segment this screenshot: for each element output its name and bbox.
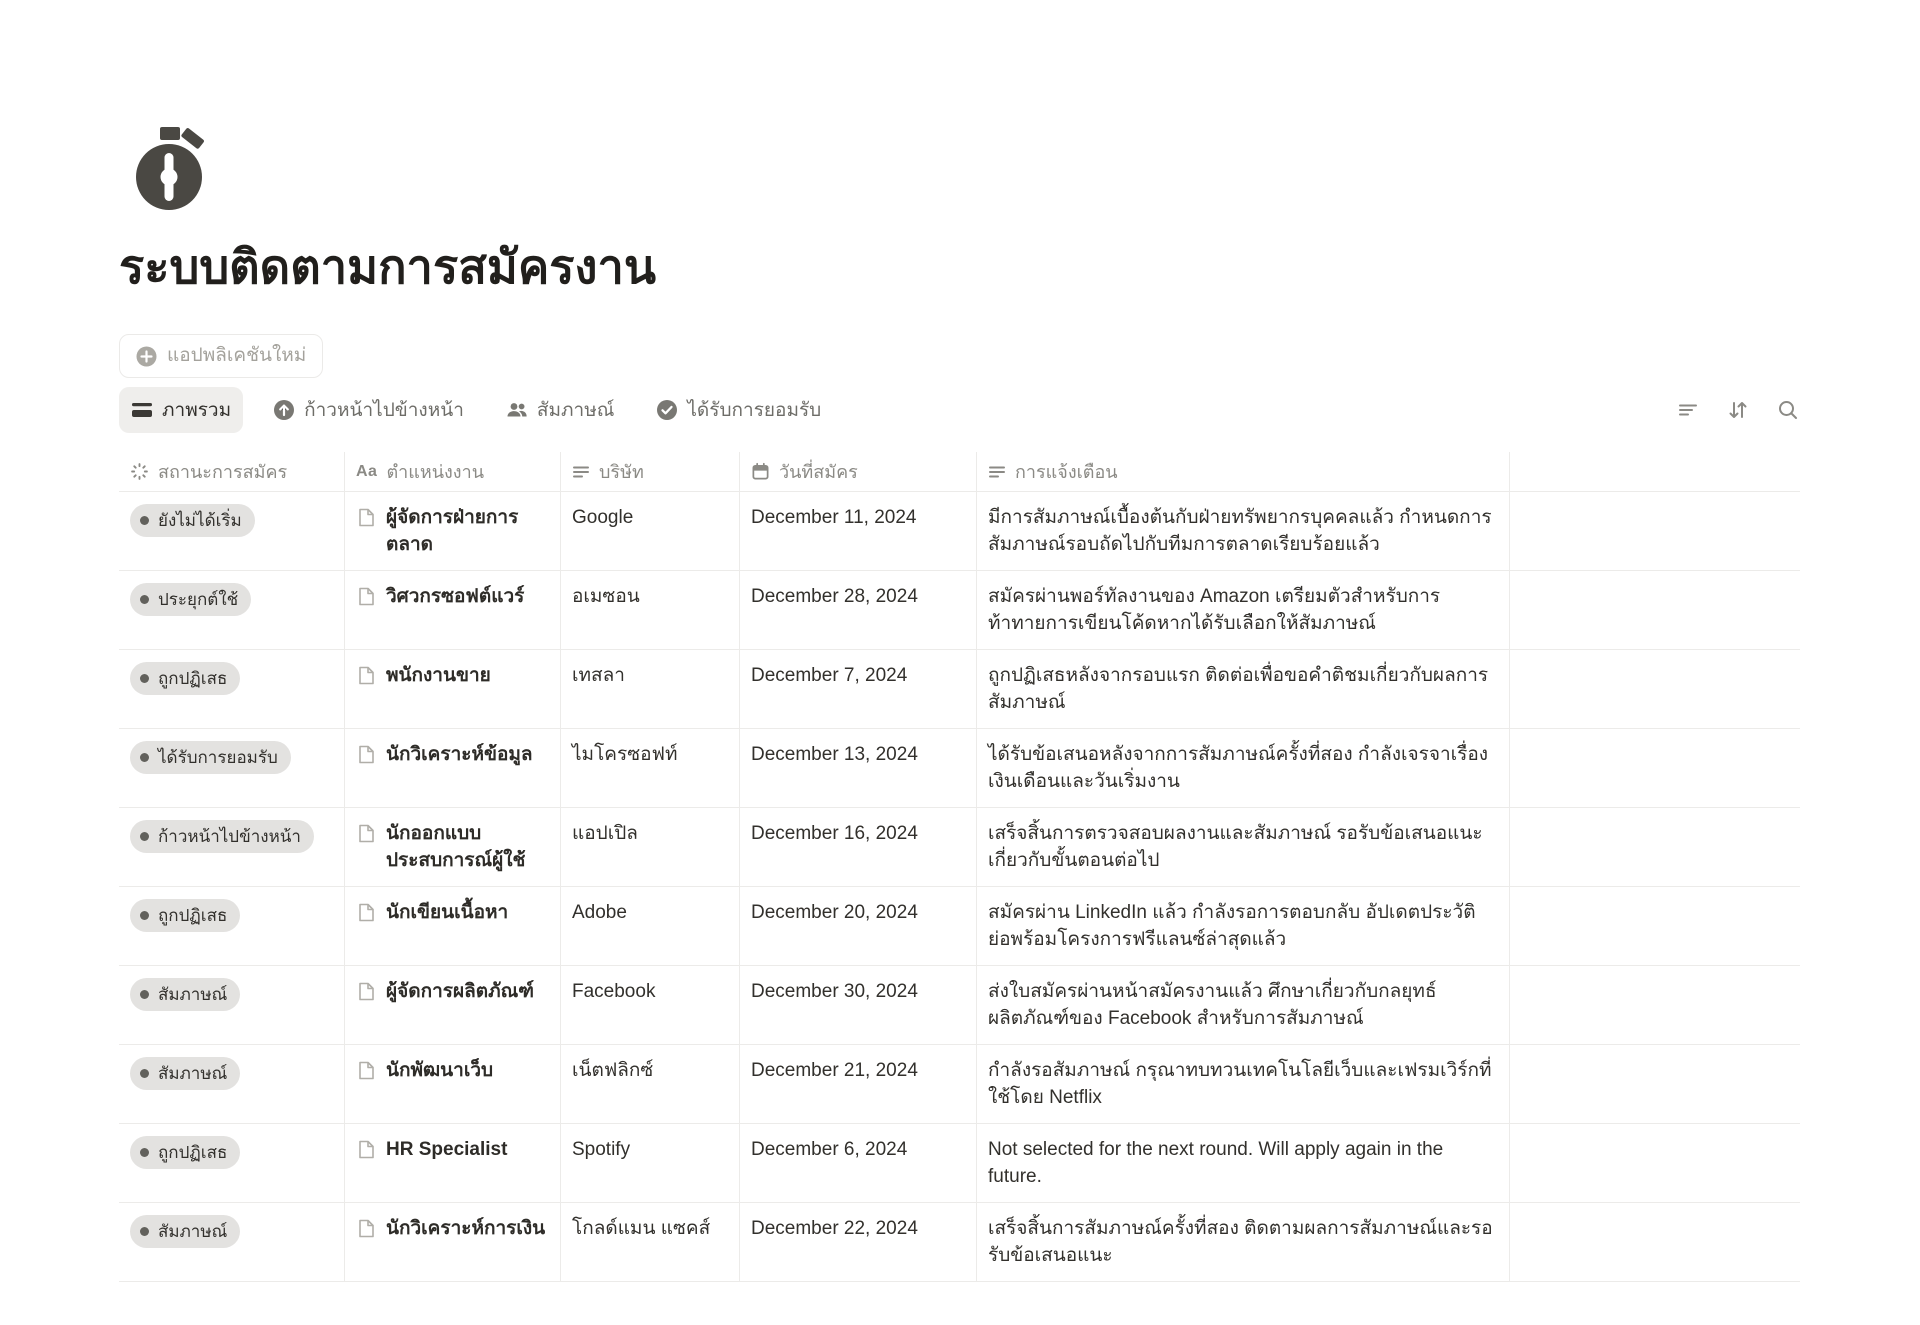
status-badge-label: ถูกปฏิเสธ bbox=[158, 1143, 228, 1162]
page-icon bbox=[356, 823, 377, 844]
table-header-row bbox=[119, 452, 1800, 492]
empty-cell bbox=[1510, 1124, 1800, 1202]
note-cell[interactable]: เสร็จสิ้นการสัมภาษณ์ครั้งที่สอง ติดตามผลการสัมภาษณ์และรอรับข้อเสนอแนะ bbox=[977, 1203, 1510, 1281]
company-cell[interactable]: Google bbox=[561, 492, 740, 570]
status-dot-icon bbox=[140, 516, 149, 525]
search-icon[interactable] bbox=[1776, 398, 1800, 422]
company-cell[interactable]: เน็ตฟลิกซ์ bbox=[561, 1045, 740, 1123]
arrow-up-circle-icon bbox=[273, 399, 295, 421]
page-title: ระบบติดตามการสมัครงาน bbox=[119, 240, 657, 293]
view-tabs bbox=[119, 387, 833, 433]
status-cell[interactable] bbox=[119, 729, 345, 807]
position-title: พนักงานขาย bbox=[386, 665, 491, 686]
status-badge-label: สัมภาษณ์ bbox=[158, 1222, 228, 1241]
table-row[interactable] bbox=[119, 650, 1800, 729]
page-icon bbox=[356, 902, 377, 923]
tab-moving-forward[interactable] bbox=[261, 387, 476, 433]
column-header-note-label: การแจ้งเตือน bbox=[1015, 462, 1118, 482]
date-cell[interactable]: December 21, 2024 bbox=[740, 1045, 977, 1123]
empty-cell bbox=[1510, 1203, 1800, 1281]
column-header-note[interactable] bbox=[977, 452, 1510, 491]
note-cell[interactable]: กำลังรอสัมภาษณ์ กรุณาทบทวนเทคโนโลยีเว็บและเฟรมเวิร์กที่ใช้โดย Netflix bbox=[977, 1045, 1510, 1123]
status-badge-label: ถูกปฏิเสธ bbox=[158, 669, 228, 688]
status-cell[interactable] bbox=[119, 1045, 345, 1123]
sort-icon[interactable] bbox=[1726, 398, 1750, 422]
tab-interview-label: สัมภาษณ์ bbox=[536, 400, 615, 421]
calendar-icon bbox=[751, 462, 770, 481]
empty-cell bbox=[1510, 966, 1800, 1044]
stopwatch-icon[interactable] bbox=[133, 126, 209, 212]
view-bar bbox=[119, 388, 1800, 432]
column-header-company-label: บริษัท bbox=[599, 462, 644, 482]
status-badge-label: สัมภาษณ์ bbox=[158, 985, 228, 1004]
column-header-position[interactable] bbox=[345, 452, 561, 491]
column-header-position-label: ตำแหน่งงาน bbox=[386, 462, 485, 482]
position-cell[interactable] bbox=[345, 1045, 561, 1123]
tab-accepted[interactable] bbox=[644, 387, 833, 433]
status-cell[interactable] bbox=[119, 966, 345, 1044]
column-header-company[interactable] bbox=[561, 452, 740, 491]
table-row[interactable] bbox=[119, 729, 1800, 808]
status-badge[interactable] bbox=[130, 1136, 240, 1169]
company-cell[interactable]: Facebook bbox=[561, 966, 740, 1044]
status-dot-icon bbox=[140, 1227, 149, 1236]
date-cell[interactable]: December 7, 2024 bbox=[740, 650, 977, 728]
status-cell[interactable] bbox=[119, 1203, 345, 1281]
status-badge[interactable] bbox=[130, 978, 240, 1011]
page-icon bbox=[356, 1139, 377, 1160]
table-row[interactable] bbox=[119, 1124, 1800, 1203]
status-badge[interactable] bbox=[130, 662, 240, 695]
status-badge-label: ก้าวหน้าไปข้างหน้า bbox=[158, 827, 301, 846]
column-header-status-label: สถานะการสมัคร bbox=[158, 462, 288, 482]
company-cell[interactable]: อเมซอน bbox=[561, 571, 740, 649]
filter-icon[interactable] bbox=[1676, 398, 1700, 422]
date-cell[interactable]: December 30, 2024 bbox=[740, 966, 977, 1044]
company-cell[interactable]: โกลด์แมน แซคส์ bbox=[561, 1203, 740, 1281]
status-cell[interactable] bbox=[119, 492, 345, 570]
table-row[interactable] bbox=[119, 887, 1800, 966]
table-row[interactable] bbox=[119, 1203, 1800, 1282]
check-circle-icon bbox=[656, 399, 678, 421]
table-row[interactable] bbox=[119, 808, 1800, 887]
empty-cell bbox=[1510, 887, 1800, 965]
status-dot-icon bbox=[140, 753, 149, 762]
position-cell[interactable] bbox=[345, 729, 561, 807]
page-icon bbox=[356, 586, 377, 607]
view-controls bbox=[1676, 388, 1800, 432]
status-dot-icon bbox=[140, 595, 149, 604]
position-cell[interactable] bbox=[345, 1203, 561, 1281]
note-cell[interactable]: Not selected for the next round. Will apply again in the future. bbox=[977, 1124, 1510, 1202]
column-header-date-label: วันที่สมัคร bbox=[779, 462, 858, 482]
note-cell[interactable]: สมัครผ่านพอร์ทัลงานของ Amazon เตรียมตัวสำหรับการท้าทายการเขียนโค้ดหากได้รับเลือกให้สัมภาษณ์ bbox=[977, 571, 1510, 649]
note-cell[interactable]: ถูกปฏิเสธหลังจากรอบแรก ติดต่อเพื่อขอคำติชมเกี่ยวกับผลการสัมภาษณ์ bbox=[977, 650, 1510, 728]
column-header-status[interactable] bbox=[119, 452, 345, 491]
position-title: ผู้จัดการฝ่ายการตลาด bbox=[386, 507, 519, 555]
applications-table bbox=[119, 452, 1800, 1282]
status-cell[interactable] bbox=[119, 808, 345, 886]
empty-cell bbox=[1510, 492, 1800, 570]
new-application-button[interactable] bbox=[119, 334, 323, 378]
table-row[interactable] bbox=[119, 1045, 1800, 1124]
status-badge[interactable] bbox=[130, 1057, 240, 1090]
page-icon bbox=[356, 665, 377, 686]
column-header-empty bbox=[1510, 452, 1800, 491]
status-badge-label: สัมภาษณ์ bbox=[158, 1064, 228, 1083]
page-icon bbox=[356, 744, 377, 765]
status-dot-icon bbox=[140, 1069, 149, 1078]
status-badge[interactable] bbox=[130, 1215, 240, 1248]
text-lines-icon bbox=[988, 463, 1006, 481]
empty-cell bbox=[1510, 808, 1800, 886]
position-title: วิศวกรซอฟต์แวร์ bbox=[386, 586, 525, 607]
position-title: นักออกแบบประสบการณ์ผู้ใช้ bbox=[386, 823, 526, 871]
column-header-date[interactable] bbox=[740, 452, 977, 491]
page-icon bbox=[356, 1060, 377, 1081]
job-tracker-page bbox=[119, 126, 1800, 1282]
status-badge[interactable] bbox=[130, 504, 255, 537]
status-badge-label: ถูกปฏิเสธ bbox=[158, 906, 228, 925]
status-dot-icon bbox=[140, 911, 149, 920]
status-cell[interactable] bbox=[119, 650, 345, 728]
note-cell[interactable]: ได้รับข้อเสนอหลังจากการสัมภาษณ์ครั้งที่สอง กำลังเจรจาเรื่องเงินเดือนและวันเริ่มงาน bbox=[977, 729, 1510, 807]
status-badge[interactable] bbox=[130, 820, 314, 853]
date-cell[interactable]: December 28, 2024 bbox=[740, 571, 977, 649]
position-title: นักวิเคราะห์ข้อมูล bbox=[386, 744, 533, 765]
tab-overview-label: ภาพรวม bbox=[162, 400, 232, 421]
note-cell[interactable]: มีการสัมภาษณ์เบื้องต้นกับฝ่ายทรัพยากรบุคคลแล้ว กำหนดการสัมภาษณ์รอบถัดไปกับทีมการตลาดเรียบร้อยแล้ว bbox=[977, 492, 1510, 570]
date-cell[interactable]: December 11, 2024 bbox=[740, 492, 977, 570]
position-cell[interactable] bbox=[345, 1124, 561, 1202]
empty-cell bbox=[1510, 729, 1800, 807]
page-icon bbox=[356, 1218, 377, 1239]
note-cell[interactable]: สมัครผ่าน LinkedIn แล้ว กำลังรอการตอบกลับ อัปเดตประวัติย่อพร้อมโครงการฟรีแลนซ์ล่าสุดแล้ว bbox=[977, 887, 1510, 965]
company-cell[interactable]: Adobe bbox=[561, 887, 740, 965]
status-badge-label: ได้รับการยอมรับ bbox=[158, 748, 278, 767]
status-badge[interactable] bbox=[130, 583, 251, 616]
position-cell[interactable] bbox=[345, 571, 561, 649]
status-cell[interactable] bbox=[119, 887, 345, 965]
status-dot-icon bbox=[140, 832, 149, 841]
date-cell[interactable]: December 22, 2024 bbox=[740, 1203, 977, 1281]
status-dot-icon bbox=[140, 674, 149, 683]
company-cell[interactable]: แอปเปิล bbox=[561, 808, 740, 886]
status-badge[interactable] bbox=[130, 899, 240, 932]
company-cell[interactable]: เทสลา bbox=[561, 650, 740, 728]
position-title: HR Specialist bbox=[386, 1139, 508, 1160]
position-title: ผู้จัดการผลิตภัณฑ์ bbox=[386, 981, 535, 1002]
position-cell[interactable] bbox=[345, 966, 561, 1044]
people-icon bbox=[506, 399, 528, 421]
position-cell[interactable] bbox=[345, 808, 561, 886]
page-icon bbox=[356, 981, 377, 1002]
tab-interview[interactable] bbox=[494, 387, 626, 433]
status-dot-icon bbox=[140, 1148, 149, 1157]
position-title: นักเขียนเนื้อหา bbox=[386, 902, 509, 923]
date-cell[interactable]: December 6, 2024 bbox=[740, 1124, 977, 1202]
new-application-label: แอปพลิเคชันใหม่ bbox=[167, 345, 307, 366]
status-cell[interactable] bbox=[119, 1124, 345, 1202]
title-Aa-icon: Aa bbox=[356, 462, 378, 480]
date-cell[interactable]: December 13, 2024 bbox=[740, 729, 977, 807]
status-dot-icon bbox=[140, 990, 149, 999]
note-cell[interactable]: เสร็จสิ้นการตรวจสอบผลงานและสัมภาษณ์ รอรับข้อเสนอแนะเกี่ยวกับขั้นตอนต่อไป bbox=[977, 808, 1510, 886]
status-cell[interactable] bbox=[119, 571, 345, 649]
overview-bars-icon bbox=[131, 399, 153, 421]
position-title: นักวิเคราะห์การเงิน bbox=[386, 1218, 546, 1239]
date-cell[interactable]: December 20, 2024 bbox=[740, 887, 977, 965]
table-row[interactable] bbox=[119, 966, 1800, 1045]
position-cell[interactable] bbox=[345, 650, 561, 728]
empty-cell bbox=[1510, 571, 1800, 649]
position-cell[interactable] bbox=[345, 492, 561, 570]
empty-cell bbox=[1510, 650, 1800, 728]
tab-moving-forward-label: ก้าวหน้าไปข้างหน้า bbox=[304, 400, 464, 421]
text-lines-icon bbox=[572, 463, 590, 481]
plus-circle-icon bbox=[136, 346, 157, 367]
table-row[interactable] bbox=[119, 571, 1800, 650]
company-cell[interactable]: Spotify bbox=[561, 1124, 740, 1202]
empty-cell bbox=[1510, 1045, 1800, 1123]
note-cell[interactable]: ส่งใบสมัครผ่านหน้าสมัครงานแล้ว ศึกษาเกี่ยวกับกลยุทธ์ผลิตภัณฑ์ของ Facebook สำหรับการสัมภาษณ์ bbox=[977, 966, 1510, 1044]
date-cell[interactable]: December 16, 2024 bbox=[740, 808, 977, 886]
position-cell[interactable] bbox=[345, 887, 561, 965]
tab-overview[interactable] bbox=[119, 387, 243, 433]
status-badge-label: ประยุกต์ใช้ bbox=[158, 590, 239, 609]
table-row[interactable] bbox=[119, 492, 1800, 571]
status-burst-icon bbox=[130, 462, 149, 481]
tab-accepted-label: ได้รับการยอมรับ bbox=[687, 400, 822, 421]
status-badge-label: ยังไม่ได้เริ่ม bbox=[158, 511, 242, 530]
company-cell[interactable]: ไมโครซอฟท์ bbox=[561, 729, 740, 807]
status-badge[interactable] bbox=[130, 741, 291, 774]
position-title: นักพัฒนาเว็บ bbox=[386, 1060, 494, 1081]
page-icon bbox=[356, 507, 377, 528]
